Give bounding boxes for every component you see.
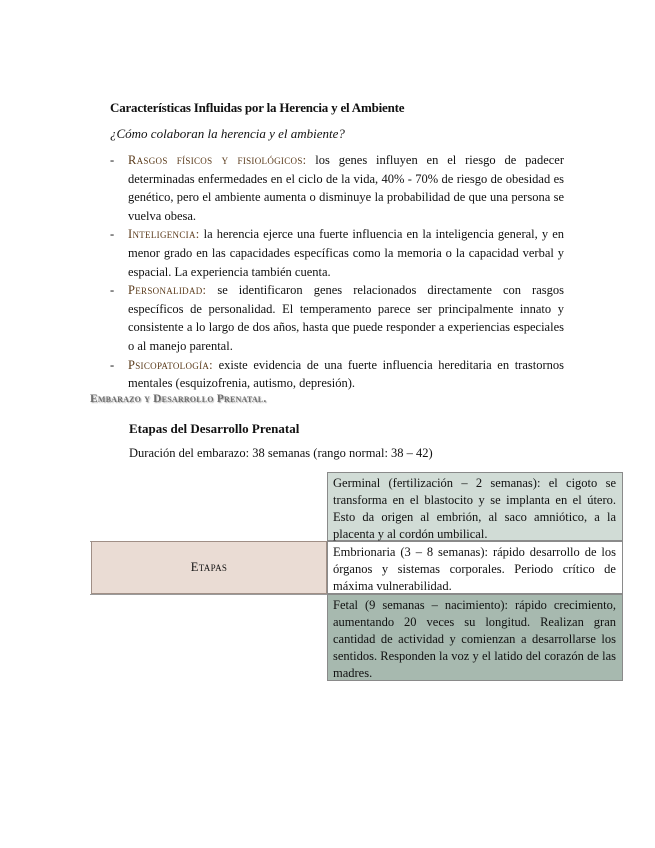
list-item-personality	[110, 281, 564, 355]
term-psychopathology: Psicopatología:	[128, 357, 213, 372]
stage-embryonic-cell: Embrionaria (3 – 8 semanas): rápido desarrollo de los órganos y sistemas corporales. Periodo crítico de máxima vulnerabilidad.	[327, 541, 623, 594]
stage-germinal-cell: Germinal (fertilización – 2 semanas): el cigoto se transforma en el blastocito y se implanta en el útero. Esto da origen al embrión, al saco amniótico, a la placenta y al cordón umbilical.	[327, 472, 623, 541]
section-subtitle: ¿Cómo colaboran la herencia y el ambiente?	[110, 126, 345, 141]
text-personality: se identificaron genes relacionados directamente con rasgos específicos de personalidad. El temperamento parece ser principalmente innato y consistente a lo largo de dos años, hasta que puede responder a experiencias especiales o al manejo parental.	[128, 283, 564, 353]
term-physical: Rasgos físicos y fisiológicos:	[128, 153, 307, 167]
list-item-psychopathology	[110, 356, 564, 393]
list-item-intelligence	[110, 225, 564, 281]
bullet-dash: -	[110, 153, 115, 167]
traits-list	[110, 151, 564, 393]
stages-label-cell: Etapas	[91, 541, 327, 594]
section-title: Características Influidas por la Herencia y el Ambiente	[110, 100, 405, 115]
text-physical: los genes influyen en el riesgo de padecer determinadas enfermedades en el ciclo de la vida, 40% - 70% de riesgo de obesidad es genético, pero el ambiente aumenta o disminuye la probabilidad de que una persona se vuelva obesa.	[128, 153, 564, 223]
bullet-dash: -	[110, 357, 115, 372]
text-psychopathology: existe evidencia de una fuerte influencia hereditaria en trastornos mentales (esquizofrenia, autismo, depresión).	[128, 357, 564, 391]
term-personality: Personalidad:	[128, 283, 207, 298]
section-heading: Embarazo y Desarrollo Prenatal.	[90, 393, 267, 405]
pregnancy-duration: Duración del embarazo: 38 semanas (rango normal: 38 – 42)	[129, 446, 433, 460]
bullet-dash: -	[110, 283, 115, 298]
text-intelligence: la herencia ejerce una fuerte influencia en la inteligencia general, y en menor grado en las capacidades específicas como la memoria o la capacidad verbal y espacial. La experiencia también cuenta.	[128, 227, 564, 279]
stages-title: Etapas del Desarrollo Prenatal	[129, 421, 300, 436]
stage-fetal-cell: Fetal (9 semanas – nacimiento): rápido crecimiento, aumentando 20 veces su longitud. Realizan gran cantidad de actividad y comienzan a desarrollarse los sentidos. Responden la voz y el latido del corazón de las madres.	[327, 594, 623, 681]
term-intelligence: Inteligencia:	[128, 227, 200, 242]
table-divider	[90, 594, 327, 595]
bullet-dash: -	[110, 227, 115, 242]
list-item-physical	[110, 151, 564, 225]
